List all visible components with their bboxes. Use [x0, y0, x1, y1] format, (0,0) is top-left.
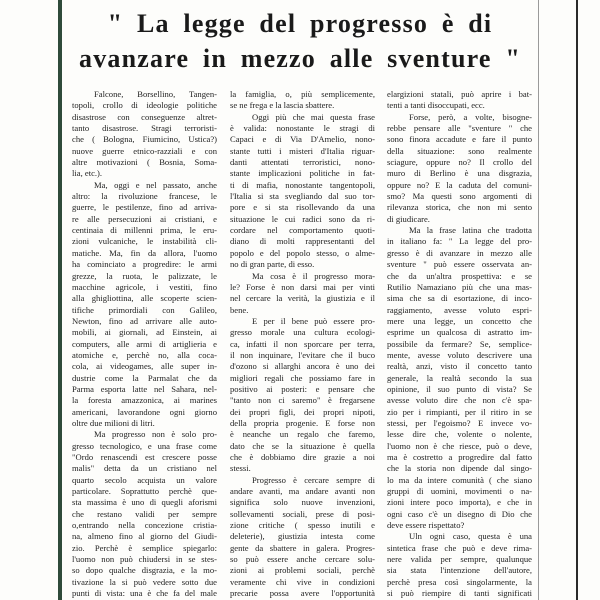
column-rule-right — [538, 0, 539, 600]
text-line: Ma, oggi e nel passato, anche — [94, 179, 217, 190]
text-line: mere una legge, un concetto che — [387, 315, 532, 326]
text-line: positivo ai posteri: e pensare che — [230, 383, 375, 394]
text-line: stante implicazioni politiche in fat- — [230, 168, 375, 179]
text-line: precarie possa avere l'opportunità — [230, 588, 375, 599]
text-line: lesse dire che, volente o nolente, — [387, 429, 532, 440]
page-edge-line — [576, 0, 578, 600]
text-line: quarto secolo acquista un valore — [72, 474, 217, 485]
text-line: sciagure, oppure no? Il crollo del — [387, 157, 532, 168]
text-line: gresso tecnologico, e una frase come — [72, 440, 217, 451]
text-line: rebbe pensare alle "sventure " che — [387, 123, 532, 134]
text-line: significa solo nuove invenzioni, — [230, 497, 375, 508]
text-line: lia, etc.). — [72, 168, 103, 179]
text-line: altre motivazioni ( Bosnia, Soma- — [72, 157, 217, 168]
text-line: tanto disastrose. Stragi terroristi- — [72, 123, 217, 134]
text-line: E per il bene può essere pro- — [252, 315, 375, 326]
text-line: stessi. — [230, 463, 251, 474]
text-line: Parma esporta latte nel Sahara, nel- — [72, 383, 217, 394]
text-line: il non inquinare, l'evitare che il buco — [230, 349, 375, 360]
text-line: so dopo qualche disgrazia, e la mo- — [72, 565, 217, 576]
text-line: alla ghigliottina, alle scoperte scien- — [72, 293, 217, 304]
article-column-1 — [72, 89, 217, 599]
paragraph — [387, 225, 532, 531]
text-line: nel cercare la verità, la giustizia e il — [230, 293, 375, 304]
paragraph — [387, 531, 532, 599]
text-line: che restano validi per sempre — [72, 508, 217, 519]
text-line: danti attentati terroristici, nono- — [230, 157, 375, 168]
text-line: particolare. Soprattutto perchè que- — [72, 486, 217, 497]
text-line: veramente chi vive in condizioni — [230, 576, 375, 587]
text-line: altro: la rivoluzione francese, le — [72, 191, 217, 202]
text-line: pore e si sta risollevando da una — [230, 202, 375, 213]
text-line: l'uomo non può chiudersi in se stes- — [72, 554, 217, 565]
text-line: che da un'altra prospettiva: e se — [387, 270, 532, 281]
text-line: "tanto non ci saremo" è fregarsene — [230, 395, 375, 406]
text-line: è neanche un regalo che faremo, — [230, 429, 375, 440]
text-line: bene. — [230, 304, 249, 315]
text-line: se ne frega e la lascia sbattere. — [230, 100, 335, 111]
text-line: l'Italia si sta svegliando dal suo tor- — [230, 191, 375, 202]
text-line: gruppi di uomini, movimenti o na- — [387, 486, 532, 497]
text-line: sventure " può essere osservata an- — [387, 259, 532, 270]
text-line: tenti a tanti disoccupati, ecc. — [387, 100, 485, 111]
text-line: sono finora accadute e fare il punto — [387, 134, 532, 145]
text-line: sollevamenti sociali, prese di posi- — [230, 508, 375, 519]
text-line: generale, la realtà secondo la sua — [387, 372, 532, 383]
text-line: avesse voluto dire che non c'è spa- — [387, 395, 532, 406]
paragraph — [230, 112, 375, 271]
text-line: mobili, ai giornali, ad Einstein, ai — [72, 327, 217, 338]
text-line: guerre, le pestilenze, fino ad arriva- — [72, 202, 217, 213]
paragraph — [230, 271, 375, 316]
text-line: zioni vulcaniche, le instabilità cli- — [72, 236, 217, 247]
article-column-2 — [230, 89, 375, 599]
text-line: d'ozono si allarghi ancora è uno dei — [230, 361, 375, 372]
text-line: ma è costretto a progredire dal fatto — [387, 452, 532, 462]
text-line: americani, lavorandone ogni giorno — [72, 406, 217, 417]
paragraph — [230, 316, 375, 475]
text-line: andare avanti, ma andare avanti non — [230, 486, 375, 497]
paragraph — [230, 475, 375, 600]
text-line: oltre due milioni di litri. — [72, 417, 155, 428]
text-line: gresso è di avanzare in mezzo alle — [387, 247, 532, 258]
text-line: nuove guerre etnico-razziali e con — [72, 145, 217, 156]
text-line: diano di molti rappresentanti del — [230, 236, 375, 247]
text-line: situazione le cui radici sono da ri- — [230, 213, 375, 224]
text-line: zio. Perchè è semplice spiegarlo: — [72, 542, 217, 553]
text-line: che è dobbiamo dire grazie a noi — [230, 452, 375, 462]
paragraph — [72, 180, 217, 430]
text-line: si può riempire di tanti significati — [387, 588, 532, 599]
text-line: grezze, la ruota, le palizzate, le — [72, 270, 217, 281]
text-line: rilevanza storica, che non mi sento — [387, 202, 532, 213]
text-line: matiche. Ma, fin da allora, l'uomo — [72, 247, 217, 258]
text-line: computers, alle armi di artiglieria e — [72, 338, 217, 349]
article-title — [62, 6, 538, 76]
text-line: mente, avesse voluto descrivere una — [387, 349, 532, 360]
text-line: Ma progresso non è solo pro- — [94, 429, 217, 440]
text-line: Newton, fino ad arrivare alle auto- — [72, 315, 217, 326]
text-line: esprime un qualcosa di astratto im- — [387, 327, 532, 338]
paragraph — [387, 89, 532, 112]
text-line: no di gran parte, di esso. — [230, 259, 315, 270]
text-line: Forse, però, a volte, bisogne- — [409, 111, 532, 122]
text-line: gente da sbattere in galera. Progres- — [230, 542, 375, 553]
text-line: sintetica frase che può e deve rima- — [387, 542, 532, 553]
text-line: ha cominciato a progredire: le armi — [72, 259, 217, 270]
text-line: topoli, crollo di ideologie politiche — [72, 100, 217, 111]
text-line: Oggi più che mai questa frase — [252, 111, 375, 122]
text-line: zio per i rimpianti, per il ritiro in se — [387, 406, 532, 417]
text-line: popolo e del popolo stesso, o alme- — [230, 247, 375, 258]
article-column-3 — [387, 89, 532, 599]
text-line: smo? Ma questi sono argomenti di — [387, 191, 532, 202]
text-line: nere valida per sempre, qualunque — [387, 554, 532, 565]
page-frame-bar — [58, 0, 62, 600]
text-line: Ma cosa è il progresso mora- — [252, 270, 375, 281]
paragraph — [387, 112, 532, 225]
text-line: zioni intere poco importa), e che in — [387, 497, 532, 508]
text-line: oppure no? E la caduta del comuni- — [387, 179, 532, 190]
text-line: sima che sa di esortazione, di inco- — [387, 293, 532, 304]
text-line: centinaia di millenni prima, le eru- — [72, 225, 217, 236]
text-line: Falcone, Borsellino, Tangen- — [94, 89, 217, 99]
text-line: di giudicare. — [387, 213, 430, 224]
text-line: Rutilio Namaziano più che una mas- — [387, 281, 532, 292]
text-line: gresso morale una cultura ecologi- — [230, 327, 375, 338]
text-line: na, almeno fino al giorno del Giudi- — [72, 531, 217, 542]
text-line: dustrie come la Parmalat che da — [72, 372, 217, 383]
text-line: Progresso è cercare sempre di — [252, 474, 375, 485]
text-line: elargizioni statali, può aprire i bat- — [387, 89, 532, 99]
text-line: è valida: nonostante le stragi di — [230, 123, 375, 134]
text-line: opinione, il suo punto di vista? Se — [387, 383, 532, 394]
text-line: muro di Berlino è una disgrazia, — [387, 168, 532, 179]
text-line: l'uomo non è che riesce, può o deve, — [387, 440, 532, 451]
text-line: che ( Bologna, Fiumicino, Ustica?) — [72, 134, 217, 145]
text-line: deve essere rispettato? — [387, 520, 465, 531]
text-line: sta massima è uno di quegli aforismi — [72, 497, 217, 508]
text-line: cola, ai videogames, alle super in- — [72, 361, 217, 372]
text-line: della situazione: sono realmente — [387, 145, 532, 156]
text-line: Ma la frase latina che tradotta — [409, 225, 532, 236]
text-line: atomiche e, perchè no, alla coca- — [72, 349, 217, 360]
text-line: zioni ai problemi sociali, perchè — [230, 565, 375, 576]
text-line: Uln ogni caso, questa è una — [409, 531, 532, 542]
text-line: stante tutti i misteri d'Italia riguar- — [230, 145, 375, 156]
text-line: possibile da fermare? Se, semplice- — [387, 338, 532, 349]
text-line: "Ordo renascendi est crescere posse — [72, 452, 217, 462]
text-line: raggiamento, avesse voluto espri- — [387, 304, 532, 315]
title-line-1: " La legge del progresso è di — [107, 9, 493, 38]
text-line: so può essere anche cercare solu- — [230, 554, 375, 565]
text-line: dei propri figli, dei propri nipoti, — [230, 406, 375, 417]
text-line: stessi, per l'egoismo? E invece vo- — [387, 417, 532, 428]
text-line: dato che se la situazione è quella — [230, 440, 375, 451]
paragraph — [230, 89, 375, 112]
text-line: la famiglia, o, più semplicemente, — [230, 89, 375, 99]
text-line: realtà, anzi, visto il concetto tanto — [387, 361, 532, 372]
text-line: ti di mafia, nonostante tangentopoli, — [230, 179, 375, 190]
text-line: della propria progenie. E forse non — [230, 417, 375, 428]
text-line: cordare nel comportamento quoti- — [230, 225, 375, 236]
text-line: sia stata l'intenzione dell'autore, — [387, 565, 532, 576]
text-line: ca, infatti il non sporcare per terra, — [230, 338, 375, 349]
text-line: la foresta amazzonica, ai marines — [72, 395, 217, 406]
text-line: o,entrando nella concezione cristia- — [72, 520, 217, 531]
paragraph — [72, 429, 217, 599]
text-line: perchè presa così singolarmente, la — [387, 576, 532, 587]
text-line: malis" detta da un cristiano nel — [72, 463, 217, 474]
text-line: punti di vista: una è che fa del male — [72, 588, 217, 599]
text-line: macchine agricole, i vestiti, fino — [72, 281, 217, 292]
text-line: ogni caso c'è un disegno di Dio che — [387, 508, 532, 519]
text-line: re alle persecuzioni ai cristiani, e — [72, 213, 217, 224]
text-line: lo ma da intere comunità ( che siano — [387, 474, 532, 485]
text-line: tifiche primordiali con Galileo, — [72, 304, 217, 315]
text-line: migliori regali che possiamo fare in — [230, 372, 375, 383]
text-line: le? Forse è non darsi mai per vinti — [230, 281, 375, 292]
text-line: zione critiche ( spesso inutili e — [230, 520, 375, 531]
text-line: in italiano fa: " La legge del pro- — [387, 236, 532, 247]
text-line: tivazione la si può vedere sotto due — [72, 576, 217, 587]
paragraph — [72, 89, 217, 180]
text-line: Capaci e di Via D'Amelio, nono- — [230, 134, 375, 145]
text-line: deleterie), giustizia intesta come — [230, 531, 375, 542]
text-line: che la storia non dipende dal singo- — [387, 463, 532, 474]
text-line: disastrose con conseguenze altret- — [72, 111, 217, 122]
title-line-2: avanzare in mezzo alle sventure " — [79, 44, 521, 73]
